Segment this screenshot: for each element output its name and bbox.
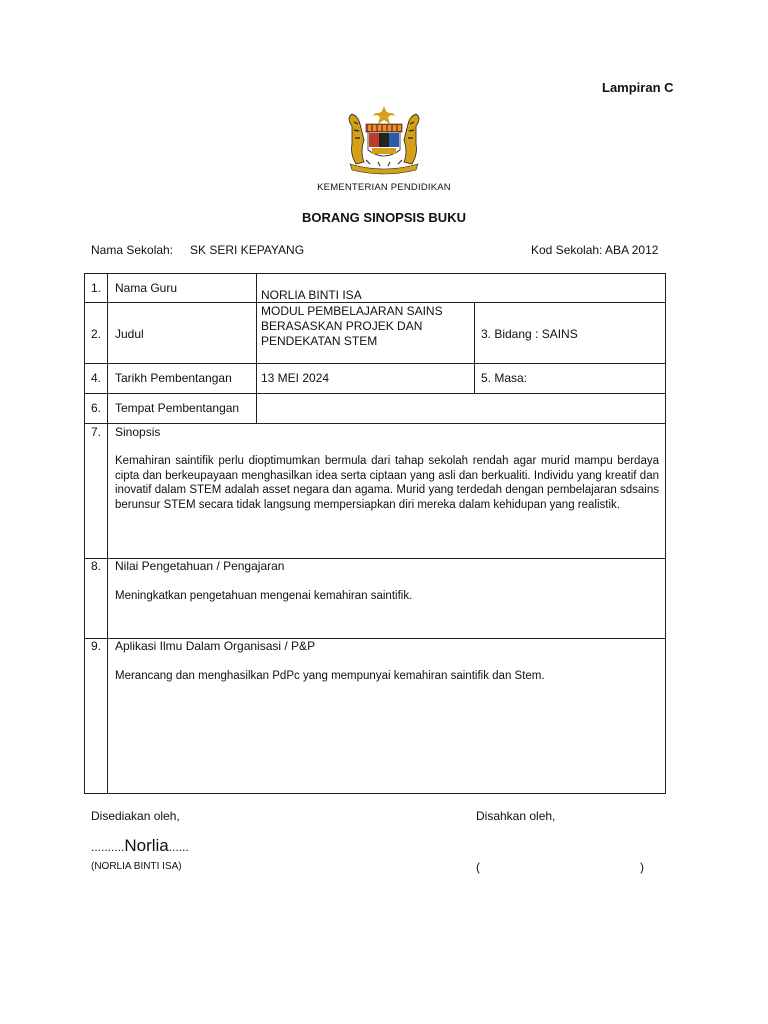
approved-by-label: Disahkan oleh,: [476, 809, 556, 823]
school-code: Kod Sekolah: ABA 2012: [531, 243, 659, 257]
school-name-label: Nama Sekolah:: [91, 243, 174, 257]
prepared-by-label: Disediakan oleh,: [91, 809, 180, 823]
signature-dots: ......: [168, 840, 189, 854]
school-name-value: SK SERI KEPAYANG: [190, 243, 305, 257]
title-label: Judul: [115, 327, 144, 341]
row-number: 2.: [91, 327, 102, 341]
approver-paren-close: ): [640, 860, 644, 874]
row-number: 6.: [91, 401, 102, 415]
row-divider: [85, 302, 665, 303]
value-column-divider: [474, 302, 475, 393]
signature-line: [91, 836, 189, 856]
time-label: 5. Masa:: [481, 371, 528, 385]
synopsis-text: Kemahiran saintifik perlu dioptimumkan bermula dari tahap sekolah rendah agar murid mampu berdaya cipta dan berkeupayaan menghasilkan idea serta ciptaan yang asli dan berkualiti. Individu yang kreatif dan inovatif dalam STEM adalah asset negara dan agama. Murid yang terdedah dengan pembelajaran sdsains berunsur STEM secara tidak langsung mempersiapkan diri mereka dalam kehidupan yang realistik.: [115, 455, 659, 511]
row-divider: [85, 393, 665, 394]
approver-paren-open: (: [476, 860, 480, 874]
prepared-by-name: (NORLIA BINTI ISA): [91, 861, 182, 872]
teacher-name-value: NORLIA BINTI ISA: [261, 288, 362, 302]
teacher-name-label: Nama Guru: [115, 281, 178, 295]
row-number: 1.: [91, 281, 102, 295]
row-number: 4.: [91, 371, 102, 385]
row-divider: [85, 423, 665, 424]
knowledge-value-text: Meningkatkan pengetahuan mengenai kemahiran saintifik.: [115, 590, 413, 602]
presentation-date-value: 13 MEI 2024: [261, 371, 330, 385]
application-text: Merancang dan menghasilkan PdPc yang mempunyai kemahiran saintifik dan Stem.: [115, 670, 545, 682]
knowledge-value-label: Nilai Pengetahuan / Pengajaran: [115, 559, 285, 573]
presentation-date-label: Tarikh Pembentangan: [115, 371, 232, 385]
presentation-venue-label: Tempat Pembentangan: [115, 401, 240, 415]
synopsis-label: Sinopsis: [115, 425, 161, 439]
row-number: 7.: [91, 425, 102, 439]
form-title: BORANG SINOPSIS BUKU: [302, 210, 466, 225]
appendix-label: Lampiran C: [602, 80, 674, 95]
title-value-line: BERASASKAN PROJEK DAN: [261, 319, 423, 333]
field-value: 3. Bidang : SAINS: [481, 327, 578, 341]
row-number: 9.: [91, 639, 102, 653]
signature: Norlia: [124, 836, 169, 855]
row-number: 8.: [91, 559, 102, 573]
title-value-line: PENDEKATAN STEM: [261, 334, 378, 348]
malaysia-coat-of-arms-icon: [338, 104, 430, 178]
signature-dots: ..........: [91, 840, 125, 854]
ministry-name: KEMENTERIAN PENDIDIKAN: [317, 182, 451, 193]
title-value-line: MODUL PEMBELAJARAN SAINS: [261, 304, 443, 318]
synopsis-form-table: [84, 273, 666, 794]
label-column-divider: [256, 274, 257, 423]
number-column-divider: [107, 274, 108, 793]
row-divider: [85, 363, 665, 364]
application-label: Aplikasi Ilmu Dalam Organisasi / P&P: [115, 639, 316, 653]
